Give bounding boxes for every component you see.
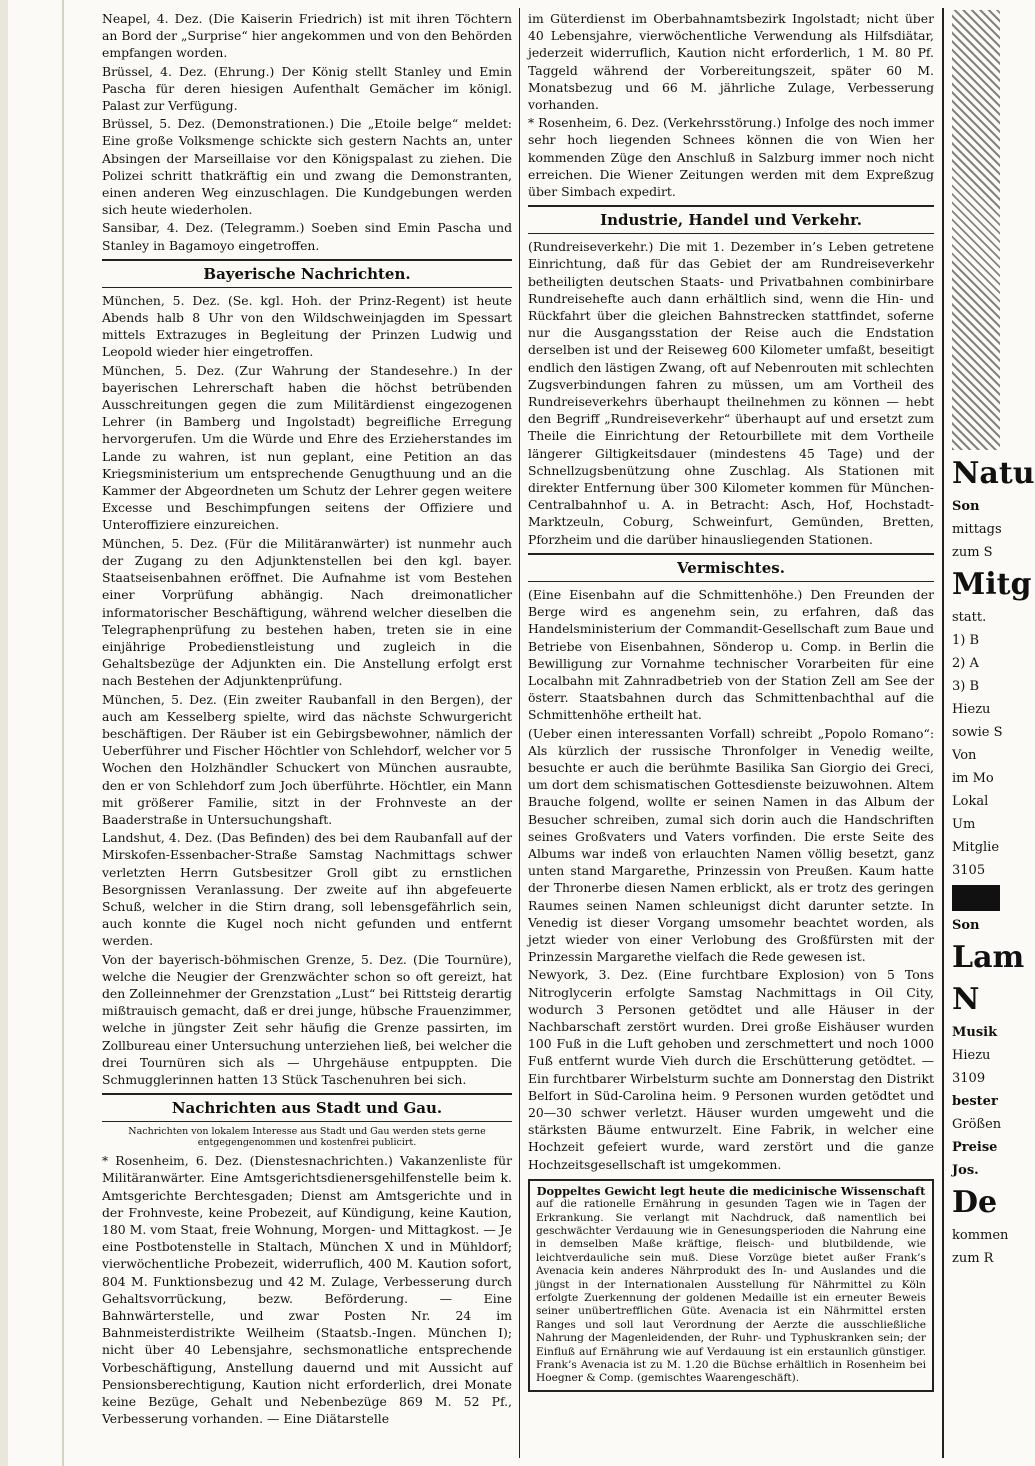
cropped-text: Hiezu (952, 1048, 991, 1063)
cropped-text: im Mo (952, 771, 994, 786)
news-item-sansibar: Sansibar, 4. Dez. (Telegramm.) Soeben sind Emin Pascha und Stanley in Bagamoyo eingetroffen. (102, 220, 512, 253)
cropped-text: Musik (952, 1025, 998, 1040)
news-item-rundreiseverkehr: (Rundreiseverkehr.) Die mit 1. Dezember in’s Leben getretene Einrichtung, daß für das Gebiet der am Rundreiseverkehr betheiligten deutschen Staats- und Privatbahnen combinirbare Rundreisehefte auch dann erhältlich sind, wenn die Hin- und Rückfahrt über die gleichen Bahnstrecken stattfindet, soferne nur die Ausgangsstation der Reise auch die Endstation derselben ist und der Reiseweg 600 Kilometer umfaßt, beseitigt endlich den lästigen Zwang, oft auf Nebenrouten mit schlechten Zugsverbindungen fahren zu müssen, um am Vortheil des Rundreiseverkehrs überhaupt theilnehmen zu können — hebt den Begriff „Rundreiseverkehr“ überhaupt auf und ersetzt zum Theile die Einrichtung der Retourbillete mit dem Vortheile längerer Giltigkeitsdauer (mindestens 45 Tage) und der Schnellzugsbenützung ohne Zuschlag. Als Stationen mit direkter Entfernung über 300 Kilometer kommen für München-Centralbahnhof u. A. in Betracht: Asch, Hof, Hochstadt-Marktzeuln, Coburg, Schweinfurt, Gemünden, Bretten, Pforzheim und die darüber hinausliegenden Stationen. (528, 239, 934, 547)
column-right-cropped (952, 10, 1035, 1273)
cropped-text: 2) A (952, 656, 979, 671)
news-item: Newyork, 3. Dez. (Eine furchtbare Explosion) von 5 Tons Nitroglycerin erfolgte Samstag Nachmittags in Oil City, wodurch 3 Personen getödtet und alle Häuser in der Nachbarschaft zerstört wurden. Drei große Eishäuser wurden 100 Fuß in die Luft gehoben und zerschmettert und noch 1000 Fuß entfernt wurde Vieh durch die Erschütterung getödtet. — Ein furchtbarer Wirbelsturm suchte am Donnerstag den Distrikt Belfort in Süd-Carolina heim. 9 Personen wurden getödtet und 20—30 schwer verletzt. Häuser wurden umgeweht und die stärksten Bäume entwurzelt. Eine Fabrik, in welcher eine Hochzeit gefeiert wurde, ward zerstört und die ganze Hochzeitsgesellschaft ist umgekommen. (528, 967, 934, 1172)
cropped-text: Mitglie (952, 840, 1000, 855)
cropped-text: zum S (952, 545, 993, 560)
column-rule (519, 8, 520, 1458)
cropped-text: Lam (952, 940, 1025, 975)
news-item-dienstesnachrichten: * Rosenheim, 6. Dez. (Dienstesnachrichten.) Vakanzenliste für Militäranwärter. Eine Amtsgerichtsdienersgehilfenstelle beim k. Amtsgerichte Berchtesgaden; Dienst am Amtsgerichte und in der Frohnveste, keine Probezeit, auf Kündigung, keine Kaution, 180 M. vom Staat, freie Wohnung, Morgen- und Mittagkost. — Je eine Postbotenstelle in Staltach, München X und in Mühldorf; vierwöchentliche Probezeit, widerruflich, 400 M. Kaution sofort, 804 M. Funktionsbezug und 42 M. Zulage, Verbesserung durch Gehaltsvorrückung, bezw. Beförderung. — Eine Bahnwärterstelle, und zwar Posten Nr. 24 im Bahnmeisterdistrikte Weilheim (Staatsb.-Ingen. München I); nicht über 40 Lebensjahre, sechsmonatliche entsprechende Vorbeschäftigung, Anstellung dauernd und mit Aussicht auf Pensionsberechtigung, Kaution nicht erforderlich, drei Monate keine Bezüge, Gehalt und Nebenbezüge 869 M. 52 Pf., Verbesserung vorhanden. — Eine Diätarstelle (102, 1153, 512, 1427)
cropped-text: Hiezu (952, 702, 991, 717)
page-fold-line (62, 0, 64, 1466)
cropped-text: Mitg (952, 567, 1032, 602)
cropped-text: Lokal (952, 794, 989, 809)
news-item-continuation: im Güterdienst im Oberbahnamtsbezirk Ingolstadt; nicht über 40 Lebensjahre, vierwöchentliche Verwendung als Hilfsdiätar, jederzeit widerruflich, Kaution nicht erforderlich, 1 M. 80 Pf. Taggeld während der Vorbereitungszeit, später 60 M. Monatsbezug und 66 M. jährliche Zulage, Verbesserung vorhanden. (528, 11, 934, 113)
cropped-text: statt. (952, 610, 987, 625)
news-item: (Ueber einen interessanten Vorfall) schreibt „Popolo Romano“: Als kürzlich der russische Thronfolger in Venedig weilte, besuchte er auch die berühmte Basilika San Giorgio dei Greci, um dort dem schismatischen Gottesdienste beizuwohnen. Altem Brauche folgend, wollte er seinen Namen in das Album der Besucher schreiben, zumal sich dorin auch die Handschriften seines Großvaters und Vaters vorfinden. Die erste Seite des Albums war indeß von erlauchten Namen völlig besetzt, ganz unten stand Margarethe, Prinzessin von Preußen. Kaum hatte der Thronerbe diesen Namen erblickt, als er trotz des geringen Raumes seinen Namen schleunigst dicht darunter setzte. In Venedig ist dieser Vorgang umsomehr beachtet worden, als jetzt wieder von einer Verlobung des Großfürsten mit der Prinzessin Margarethe vielfach die Rede gewesen ist. (528, 725, 934, 965)
news-item: München, 5. Dez. (Ein zweiter Raubanfall in den Bergen), der auch am Kesselberg spielte, wird das nächste Schwurgericht beschäftigen. Der Räuber ist ein Gebirgsbewohner, nämlich der Ueberführer und Fischer Höchtler von Schlehdorf, welcher vor 5 Wochen den Holzhändler Schuckert von München ausraubte, den er von Schlehdorf zum Joch überführte. Höchtler, ein Mann mit größerer Familie, sitzt in der Frohnveste an der Baaderstraße in Untersuchungshaft. (102, 691, 512, 827)
section-note: Nachrichten von lokalem Interesse aus Stadt und Gau werden stets gerne entgegengenommen und kostenfrei publicirt. (128, 1126, 486, 1149)
cropped-text: bester (952, 1094, 998, 1109)
advertisement-title: Doppeltes Gewicht legt heute die medicinische Wissenschaft (536, 1183, 926, 1198)
news-item: München, 5. Dez. (Für die Militäranwärter) ist nunmehr auch der Zugang zu den Adjunktenstellen bei den kgl. bayer. Staatseisenbahnen eröffnet. Die Aufnahme ist vom Bestehen einer Vorprüfung abhängig. Nach dreimonatlicher informatorischer Beschäftigung, während welcher dieselben die Telegraphenprüfung zu bestehen haben, treten sie in eine einjährige Probedienstleistung und zugleich in die Gehaltsbezüge der Adjunkten ein. Die Anstellung erfolgt erst nach Bestehen der Adjunktenprüfung. (102, 535, 512, 689)
cropped-text: Jos. (952, 1163, 979, 1178)
news-item-bruessel-ehrung: Brüssel, 4. Dez. (Ehrung.) Der König stellt Stanley und Emin Pascha für deren hiesigen Aufenthalt Gemächer im königl. Palast zur Verfügung. (102, 63, 512, 114)
cropped-text: 3) B (952, 679, 980, 694)
advertisement-avenacia (528, 1179, 934, 1392)
news-item: München, 5. Dez. (Zur Wahrung der Standesehre.) In der bayerischen Lehrerschaft haben die höchst betrübenden Ausschreitungen gegen die zum Militärdienst eingezogenen Lehrer (in Bamberg und Ingolstadt) begreifliche Erregung hervorgerufen. Um die Würde und Ehre des Erzieherstandes im Lande zu wahren, ist nun geplant, eine Petition an das Kriegsministerium um entsprechende Genugthuung und an die Kammer der Abgeordneten um Schutz der Lehrer gegen weitere Excesse und Beschimpfungen seitens der Offiziere und Unteroffiziere einzureichen. (102, 362, 512, 533)
cropped-text: N (952, 982, 980, 1017)
cropped-text: Größen (952, 1117, 1002, 1132)
cropped-text: 3105 (952, 863, 986, 878)
ornament-border (952, 10, 1000, 450)
cropped-text: mittags (952, 522, 1002, 537)
cropped-text: Son (952, 918, 980, 933)
news-item: München, 5. Dez. (Se. kgl. Hoh. der Prinz-Regent) ist heute Abends halb 8 Uhr von den Wildschweinjagden im Spessart mittels Extrazuges in Begleitung der Prinzen Ludwig und Leopold wieder hier eingetroffen. (102, 292, 512, 360)
news-item: Landshut, 4. Dez. (Das Befinden) des bei dem Raubanfall auf der Mirskofen-Essenbacher-Straße Samstag Nachmittags schwer verletzten Herrn Gutsbesitzer Groll gibt zu ernstlichen Besorgnissen Veranlassung. Der zweite auf ihn abgefeuerte Schuß, welcher in die Stirn drang, soll lebensgefährlich sein, auch konnte die Kugel noch nicht gefunden und entfernt werden. (102, 830, 512, 949)
cropped-text: 3109 (952, 1071, 986, 1086)
cropped-text: kommen (952, 1228, 1009, 1243)
section-heading-industrie: Industrie, Handel und Verkehr. (528, 205, 934, 234)
cropped-text: Preise (952, 1140, 998, 1155)
cropped-text: De (952, 1185, 998, 1220)
news-item-verkehrsstoerung: * Rosenheim, 6. Dez. (Verkehrsstörung.) Infolge des noch immer sehr hoch liegenden Schnees können die von Wien her kommenden Züge den Anschluß in Salzburg immer noch nicht erreichen. Die Wiener Zeitungen werden mit dem Expreßzug über Simbach expedirt. (528, 115, 934, 200)
page-edge (0, 0, 8, 1466)
cropped-text: sowie S (952, 725, 1003, 740)
news-item-neapel: Neapel, 4. Dez. (Die Kaiserin Friedrich) ist mit ihren Töchtern an Bord der „Surprise“ hier angekommen und von den Behörden empfangen worden. (102, 11, 512, 61)
cropped-text: Von (952, 748, 977, 763)
advertisement-body: auf die rationelle Ernährung in gesunden Tagen wie in Tagen der Erkrankung. Sie verlangt mit Nachdruck, daß namentlich bei geschwächter Verdauung wie in Genesungsperioden die Nahrung eine in demselben Maße kräftige, fleisch- und blutbildende, wie leichtverdauliche sein muß. Diese Vorzüge bietet außer Frank’s Avenacia kein anderes Nährprodukt des In- und Auslandes und die jüngst in der Internationalen Ausstellung für Nährmittel zu Köln erfolgte Zuerkennung der goldenen Medaille ist ein erneuter Beweis seiner unübertrefflichen Güte. Avenacia ist ein Nährmittel ersten Ranges und soll laut Verordnung der Aerzte die ausschließliche Nahrung der Magenleidenden, der Ruhr- und Typhuskranken sein; der Einfluß auf Ernährung wie auf Verdauung ist ein erstaunlich günstiger. Frank’s Avenacia ist zu M. 1.20 die Büchse erhältlich in Rosenheim bei Hoegner & Comp. (gemischtes Waarengeschäft). (536, 1198, 926, 1385)
cropped-text: Um (952, 817, 976, 832)
cropped-text: Son (952, 499, 980, 514)
column-middle (528, 10, 934, 1392)
news-item: (Eine Eisenbahn auf die Schmittenhöhe.) Den Freunden der Berge wird es angenehm sein, zu erfahren, daß das Handelsministerium der Commandit-Gesellschaft zum Baue und Betriebe von Eisenbahnen, Sönderop u. Comp. in Berlin die Bewilligung zur Vornahme technischer Vorarbeiten für eine Localbahn mit Zahnradbetrieb von der Station Zell am See der österr. Staatsbahnen durch das Schmittenbachthal auf die Schmittenhöhe ertheilt hat. (528, 586, 934, 723)
cropped-text: 1) B (952, 633, 980, 648)
section-heading-stadt-gau: Nachrichten aus Stadt und Gau. (102, 1093, 512, 1122)
section-heading-vermischtes: Vermischtes. (528, 553, 934, 582)
cropped-text: zum R (952, 1251, 994, 1266)
column-rule (942, 8, 944, 1458)
black-bar (952, 885, 1000, 911)
news-item-bruessel-demonstrationen: Brüssel, 5. Dez. (Demonstrationen.) Die „Etoile belge“ meldet: Eine große Volksmenge schickte sich gestern Nachts an, unter Absingen der Marseillaise vor den Königspalast zu ziehen. Die Polizei schritt thatkräftig ein und zwang die Demonstranten, einen anderen Weg einzuschlagen. Die Kundgebungen werden sich heute wiederholen. (102, 116, 512, 218)
news-item: Von der bayerisch-böhmischen Grenze, 5. Dez. (Die Tournüre), welche die Neugier der Grenzwächter schon so oft gereizt, hat den Zolleinnehmer der Grenzstation „Lust“ bei Rittsteig derartig mißtrauisch gemacht, daß er drei junge, hübsche Frauenzimmer, welche in jüngster Zeit sehr häufig die Grenze passirten, im Zollbureau einer Untersuchung unterziehen ließ, bei welcher die drei Tournüren sich als — Uhrgehäuse entpuppten. Die Schmugglerinnen hatten 13 Stück Taschenuhren bei sich. (102, 951, 512, 1087)
cropped-text: Natu (952, 456, 1035, 491)
column-left (102, 10, 512, 1428)
section-heading-bayern: Bayerische Nachrichten. (102, 259, 512, 288)
